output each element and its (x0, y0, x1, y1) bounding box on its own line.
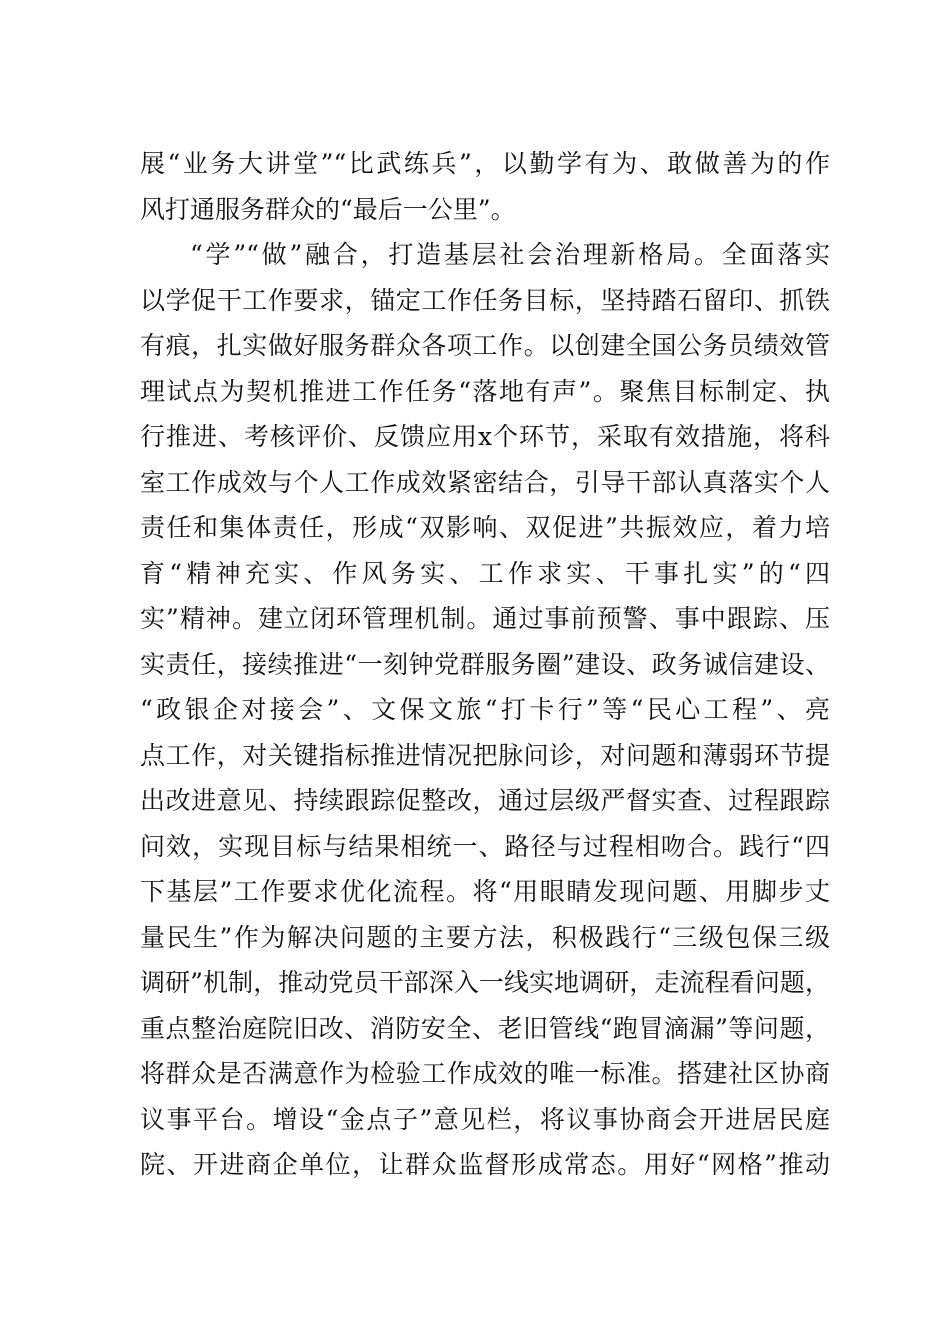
text-line: 问效，实现目标与结果相统一、路径与过程相吻合。践行“四 (140, 831, 830, 861)
text-line: 有痕，扎实做好服务群众各项工作。以创建全国公务员绩效管 (140, 331, 830, 360)
text-line: 调研”机制，推动党员干部深入一线实地调研，走流程看问题， (140, 968, 830, 997)
text-line: 室工作成效与个人工作成效紧密结合，引导干部认真落实个人 (140, 467, 830, 497)
text-line: 责任和集体责任，形成“双影响、双促进”共振效应，着力培 (140, 513, 830, 542)
text-line: 展“业务大讲堂”“比武练兵”，以勤学有为、敢做善为的作 (140, 149, 830, 178)
text-line: 风打通服务群众的“最后一公里”。 (140, 194, 516, 224)
text-line: 行推进、考核评价、反馈应用x个环节，采取有效措施，将科 (140, 422, 830, 451)
text-line: 重点整治庭院旧改、消防安全、老旧管线“跑冒滴漏”等问题， (140, 1013, 830, 1043)
text-line: 以学促干工作要求，锚定工作任务目标，坚持踏石留印、抓铁 (140, 285, 830, 315)
text-line: 出改进意见、持续跟踪促整改，通过层级严督实查、过程跟踪 (140, 786, 830, 815)
text-line: 实”精神。建立闭环管理机制。通过事前预警、事中跟踪、压 (140, 604, 830, 633)
text-line: 下基层”工作要求优化流程。将“用眼睛发现问题、用脚步丈 (140, 877, 830, 906)
text-line: 量民生”作为解决问题的主要方法，积极践行“三级包保三级 (140, 922, 830, 952)
text-line: 议事平台。增设“金点子”意见栏，将议事协商会开进居民庭 (140, 1104, 830, 1134)
paragraph-first-line: “学”“做”融合，打造基层社会治理新格局。全面落实 (190, 240, 830, 269)
text-line: “政银企对接会”、文保文旅“打卡行”等“民心工程”、亮 (140, 695, 830, 724)
text-line: 理试点为契机推进工作任务“落地有声”。聚焦目标制定、执 (140, 376, 830, 406)
text-line: 点工作，对关键指标推进情况把脉问诊，对问题和薄弱环节提 (140, 740, 830, 770)
text-line: 院、开进商企单位，让群众监督形成常态。用好“网格”推动 (140, 1150, 830, 1179)
text-line: 实责任，接续推进“一刻钟党群服务圈”建设、政务诚信建设、 (140, 649, 830, 679)
text-line: 育“精神充实、作风务实、工作求实、干事扎实”的“四 (140, 558, 830, 588)
text-line: 将群众是否满意作为检验工作成效的唯一标准。搭建社区协商 (140, 1059, 830, 1088)
body-text (140, 141, 830, 1188)
